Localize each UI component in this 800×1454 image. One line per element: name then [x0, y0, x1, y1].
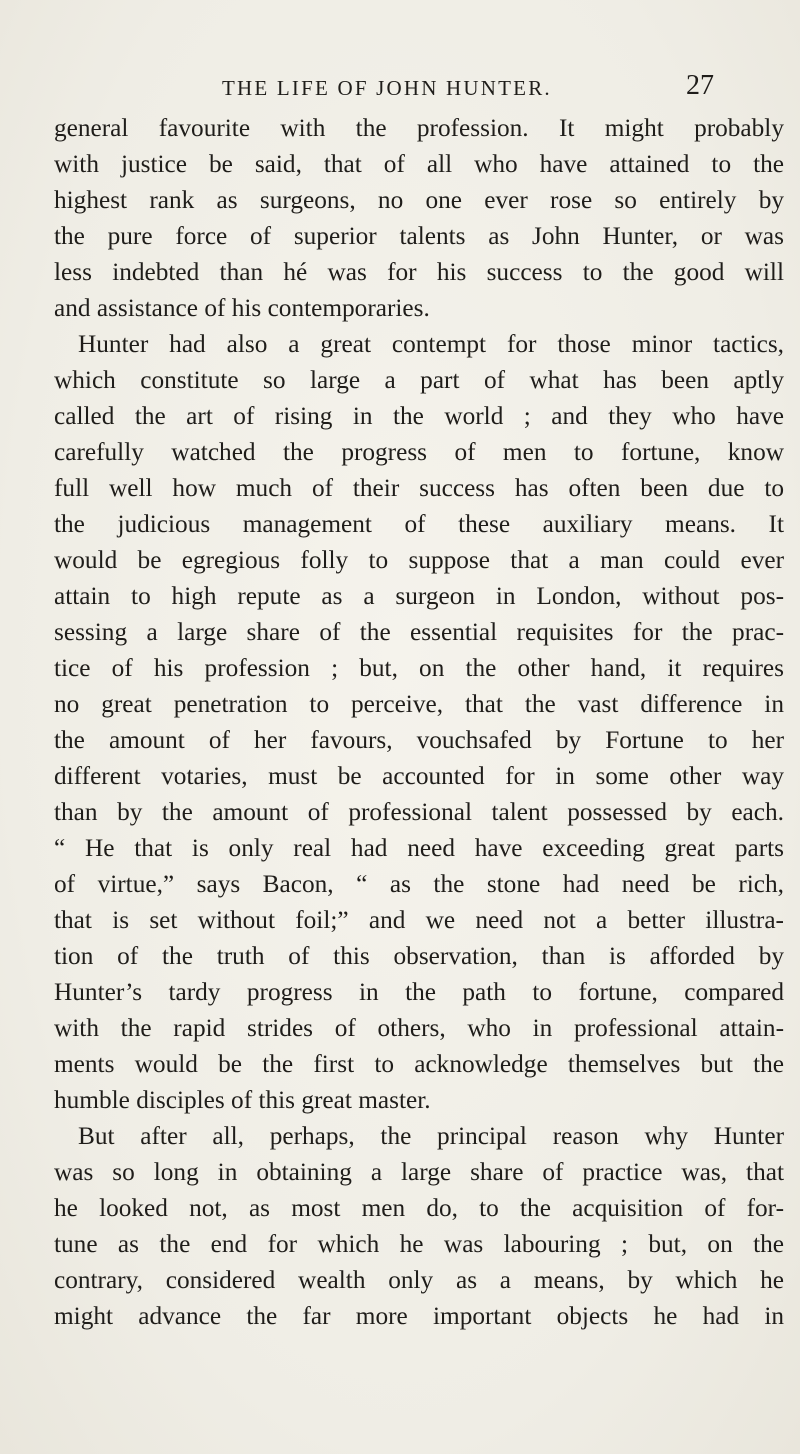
text-line: humble disciples of this great master.: [54, 1086, 431, 1114]
text-line: ments would be the first to acknowledge themselves but the: [54, 1050, 784, 1078]
text-line: and assistance of his contemporaries.: [54, 294, 430, 322]
text-line: than by the amount of professional talent possessed by each.: [54, 798, 784, 826]
text-line: full well how much of their success has often been due to: [54, 474, 784, 502]
text-line: attain to high repute as a surgeon in London, without pos-: [54, 582, 784, 610]
text-line: Hunter had also a great contempt for those minor tactics,: [78, 330, 784, 358]
text-line: the judicious management of these auxiliary means. It: [54, 510, 784, 538]
text-line: he looked not, as most men do, to the acquisition of for-: [54, 1194, 784, 1222]
text-line: general favourite with the profession. It might probably: [54, 114, 784, 142]
text-line: contrary, considered wealth only as a means, by which he: [54, 1266, 784, 1294]
text-line: tune as the end for which he was labouring ; but, on the: [54, 1230, 784, 1258]
text-line: with the rapid strides of others, who in professional attain-: [54, 1014, 784, 1042]
running-title: THE LIFE OF JOHN HUNTER.: [222, 76, 552, 100]
text-line: would be egregious folly to suppose that a man could ever: [54, 546, 784, 574]
text-line: different votaries, must be accounted for in some other way: [54, 762, 784, 790]
text-line: which constitute so large a part of what has been aptly: [54, 366, 784, 394]
text-line: less indebted than hé was for his success to the good will: [54, 258, 784, 286]
text-line: that is set without foil;” and we need not a better illustra-: [54, 906, 784, 934]
text-line: Hunter’s tardy progress in the path to fortune, compared: [54, 978, 784, 1006]
text-line: might advance the far more important objects he had in: [54, 1302, 784, 1330]
text-line: was so long in obtaining a large share of practice was, that: [54, 1158, 784, 1186]
text-line: the amount of her favours, vouchsafed by Fortune to her: [54, 726, 784, 754]
text-line: the pure force of superior talents as John Hunter, or was: [54, 222, 784, 250]
text-line: highest rank as surgeons, no one ever rose so entirely by: [54, 186, 784, 214]
text-line: But after all, perhaps, the principal reason why Hunter: [78, 1122, 784, 1150]
page-number: 27: [686, 70, 714, 101]
text-line: carefully watched the progress of men to fortune, know: [54, 438, 784, 466]
text-line: tice of his profession ; but, on the other hand, it requires: [54, 654, 784, 682]
text-line: called the art of rising in the world ; and they who have: [54, 402, 784, 430]
text-line: sessing a large share of the essential requisites for the prac-: [54, 618, 784, 646]
text-line: no great penetration to perceive, that the vast difference in: [54, 690, 784, 718]
text-line: “ He that is only real had need have exceeding great parts: [54, 834, 784, 862]
text-line: with justice be said, that of all who have attained to the: [54, 150, 784, 178]
text-line: of virtue,” says Bacon, “ as the stone had need be rich,: [54, 870, 784, 898]
text-line: tion of the truth of this observation, than is afforded by: [54, 942, 784, 970]
body-text: [54, 110, 784, 1334]
